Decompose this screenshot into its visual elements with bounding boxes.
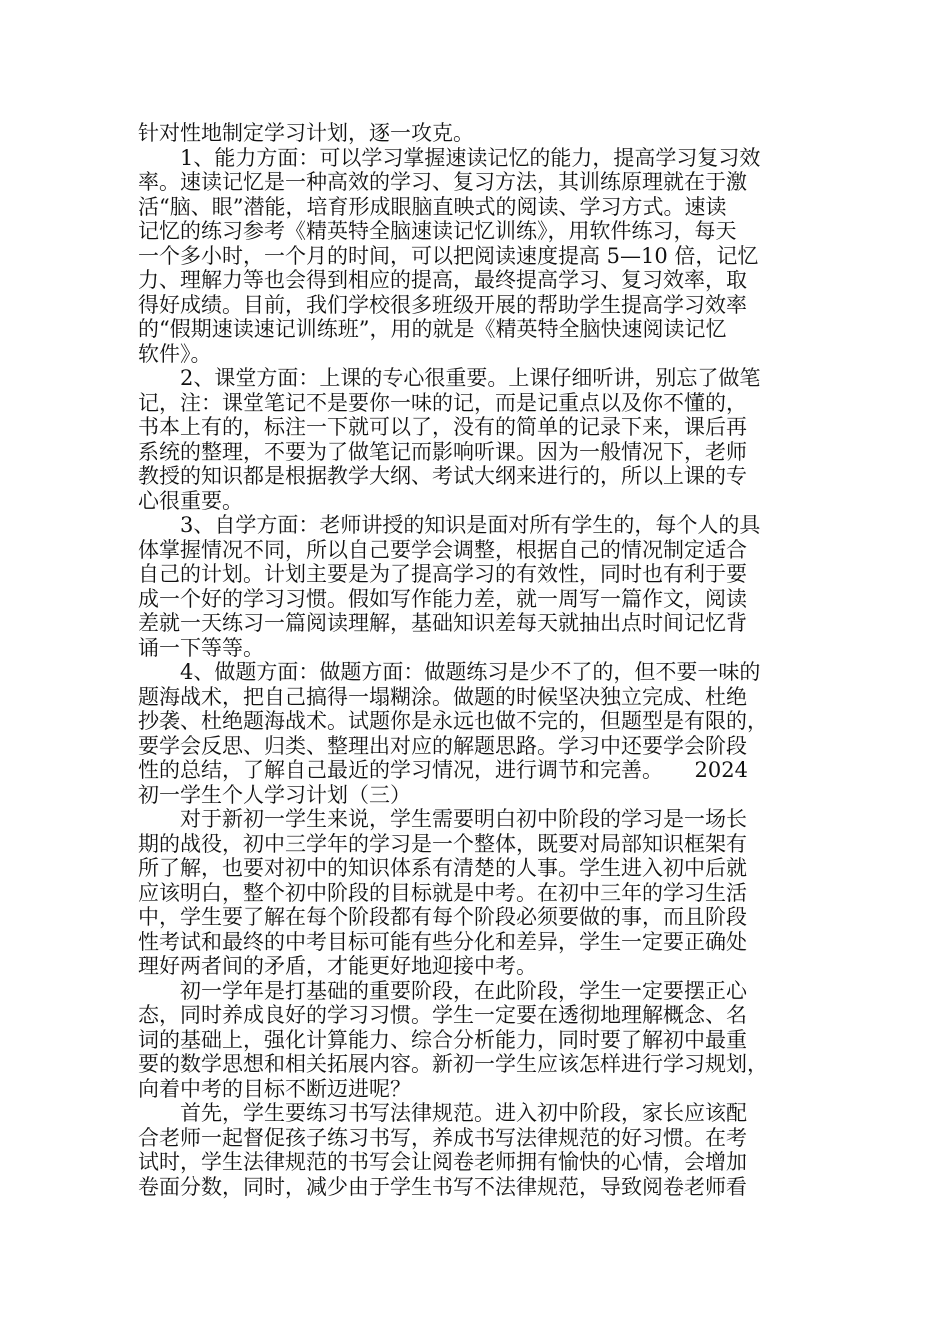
text-line: 1、能力方面：可以学习掌握速读记忆的能力，提高学习复习效 bbox=[138, 145, 761, 170]
document-body bbox=[138, 121, 838, 1199]
text-line: 的“假期速读速记训练班”，用的就是《精英特全脑快速阅读记忆 bbox=[138, 317, 727, 341]
text-line: 所了解，也要对初中的知识体系有清楚的人事。学生进入初中后就 bbox=[138, 856, 747, 880]
text-line: 初一学生个人学习计划（三） bbox=[138, 782, 411, 807]
text-line: 试时，学生法律规范的书写会让阅卷老师拥有愉快的心情，会增加 bbox=[138, 1150, 747, 1174]
text-line: 初一学年是打基础的重要阶段，在此阶段，学生一定要摆正心 bbox=[138, 978, 747, 1003]
text-line: 首先，学生要练习书写法律规范。进入初中阶段，家长应该配 bbox=[138, 1101, 747, 1125]
text-line: 中，学生要了解在每个阶段都有每个阶段必须要做的事，而且阶段 bbox=[138, 905, 747, 929]
text-line: 应该明白，整个初中阶段的目标就是中考。在初中三年的学习生活 bbox=[138, 880, 747, 905]
text-line: 要的数学思想和相关拓展内容。新初一学生应该怎样进行学习规划， bbox=[138, 1052, 768, 1076]
text-line: 活“脑、眼”潜能，培育形成眼脑直映式的阅读、学习方式。速读 bbox=[138, 194, 727, 219]
text-line: 率。速读记忆是一种高效的学习、复习方法，其训练原理就在于激 bbox=[138, 170, 747, 194]
text-line: 一个多小时，一个月的时间，可以把阅读速度提高 5—10 倍，记忆 bbox=[138, 243, 759, 268]
text-line: 成一个好的学习习惯。假如写作能力差，就一周写一篇作文，阅读 bbox=[138, 586, 747, 611]
text-line: 期的战役，初中三学年的学习是一个整体，既要对局部知识框架有 bbox=[138, 831, 747, 856]
text-line: 词的基础上，强化计算能力、综合分析能力，同时要了解初中最重 bbox=[138, 1027, 747, 1052]
text-line: 态，同时养成良好的学习习惯。学生一定要在透彻地理解概念、名 bbox=[138, 1003, 747, 1027]
text-line: 诵一下等等。 bbox=[138, 635, 264, 660]
text-line: 抄袭、杜绝题海战术。试题你是永远也做不完的，但题型是有限的， bbox=[138, 709, 768, 733]
text-line: 4、做题方面：做题方面：做题练习是少不了的，但不要一味的 bbox=[138, 660, 761, 684]
text-line: 要学会反思、归类、整理出对应的解题思路。学习中还要学会阶段 bbox=[138, 733, 747, 758]
text-line: 针对性地制定学习计划，逐一攻克。 bbox=[138, 121, 474, 145]
text-line: 力、理解力等也会得到相应的提高，最终提高学习、复习效率，取 bbox=[138, 268, 747, 292]
text-line: 体掌握情况不同，所以自己要学会调整，根据自己的情况制定适合 bbox=[138, 537, 747, 562]
text-line: 对于新初一学生来说，学生需要明白初中阶段的学习是一场长 bbox=[138, 807, 747, 831]
text-line: 软件》。 bbox=[138, 341, 212, 366]
text-line: 向着中考的目标不断迈进呢？ bbox=[138, 1076, 411, 1101]
text-line: 教授的知识都是根据教学大纲、考试大纲来进行的，所以上课的专 bbox=[138, 464, 747, 488]
text-line: 题海战术，把自己搞得一塌糊涂。做题的时候坚决独立完成、杜绝 bbox=[138, 684, 747, 709]
text-line: 差就一天练习一篇阅读理解，基础知识差每天就抽出点时间记忆背 bbox=[138, 611, 747, 635]
text-line: 3、自学方面：老师讲授的知识是面对所有学生的，每个人的具 bbox=[138, 513, 761, 537]
text-line: 性考试和最终的中考目标可能有些分化和差异，学生一定要正确处 bbox=[138, 929, 747, 954]
text-line: 2、课堂方面：上课的专心很重要。上课仔细听讲，别忘了做笔 bbox=[138, 366, 761, 390]
text-line: 合老师一起督促孩子练习书写，养成书写法律规范的好习惯。在考 bbox=[138, 1125, 747, 1150]
text-line: 系统的整理，不要为了做笔记而影响听课。因为一般情况下，老师 bbox=[138, 439, 747, 464]
text-line: 书本上有的，标注一下就可以了，没有的简单的记录下来，课后再 bbox=[138, 415, 747, 439]
text-line: 卷面分数，同时，减少由于学生书写不法律规范，导致阅卷老师看 bbox=[138, 1174, 747, 1199]
text-line: 心很重要。 bbox=[138, 488, 243, 513]
text-line: 得好成绩。目前，我们学校很多班级开展的帮助学生提高学习效率 bbox=[138, 292, 747, 317]
text-line: 记忆的练习参考《精英特全脑速读记忆训练》，用软件练习，每天 bbox=[138, 219, 737, 243]
text-line: 性的总结，了解自己最近的学习情况，进行调节和完善。 2024 bbox=[138, 758, 748, 782]
text-line: 自己的计划。计划主要是为了提高学习的有效性，同时也有利于要 bbox=[138, 562, 747, 586]
text-line: 记，注：课堂笔记不是要你一味的记，而是记重点以及你不懂的， bbox=[138, 390, 747, 415]
text-line: 理好两者间的矛盾，才能更好地迎接中考。 bbox=[138, 954, 537, 978]
